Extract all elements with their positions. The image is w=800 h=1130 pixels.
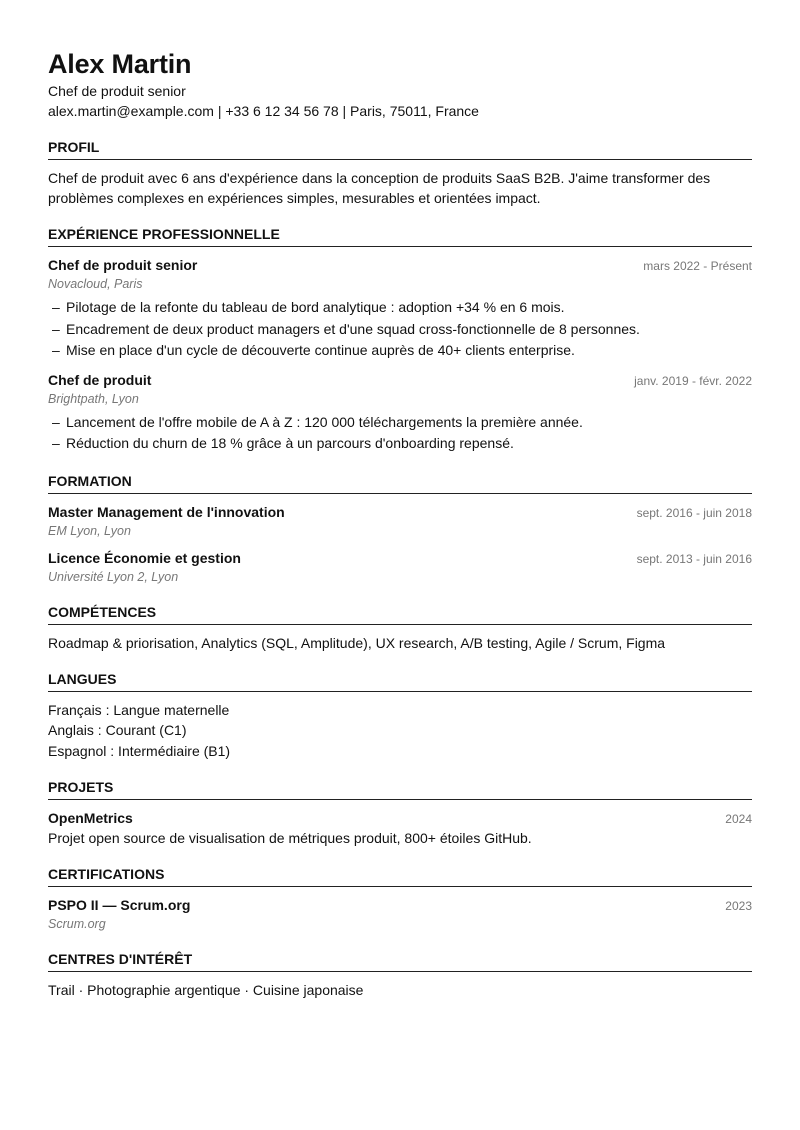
certification-date: 2023	[725, 899, 752, 913]
certification-entry	[48, 895, 752, 933]
skills-section	[48, 604, 752, 653]
project-description: Projet open source de visualisation de métriques produit, 800+ étoiles GitHub.	[48, 830, 532, 846]
section-title: LANGUES	[48, 671, 752, 692]
bullet-item: – Pilotage de la refonte du tableau de bord analytique : adoption +34 % en 6 mois.	[48, 297, 752, 319]
experience-role: Chef de produit senior	[48, 257, 198, 273]
bullet-item: – Lancement de l'offre mobile de A à Z : 120 000 téléchargements la première année.	[48, 412, 752, 434]
resume-header	[48, 48, 752, 121]
education-degree: Master Management de l'innovation	[48, 503, 285, 520]
education-date: sept. 2013 - juin 2016	[636, 551, 752, 566]
languages-list	[48, 700, 752, 762]
education-school: EM Lyon, Lyon	[48, 523, 131, 538]
section-title: PROFIL	[48, 139, 752, 160]
interests-section	[48, 951, 752, 1000]
projects-section	[48, 779, 752, 848]
project-name: OpenMetrics	[48, 810, 133, 826]
language-item: Espagnol : Intermédiaire (B1)	[48, 742, 231, 759]
experience-entry	[48, 370, 752, 455]
experience-date: mars 2022 - Présent	[643, 259, 752, 273]
section-title: CERTIFICATIONS	[48, 866, 752, 887]
education-date: sept. 2016 - juin 2018	[636, 505, 752, 520]
job-title: Chef de produit senior	[48, 83, 186, 99]
education-section	[48, 473, 752, 586]
language-item: Français : Langue maternelle	[48, 701, 230, 718]
experience-role: Chef de produit	[48, 371, 152, 388]
certifications-section	[48, 866, 752, 933]
profile-text: Chef de produit avec 6 ans d'expérience dans la conception de produits SaaS B2B. J'aime transformer des problèmes complexes en expériences simples, mesurables et orientées impact.	[48, 170, 711, 206]
person-name: Alex Martin	[48, 49, 192, 79]
experience-company: Brightpath, Lyon	[48, 391, 139, 406]
section-title: EXPÉRIENCE PROFESSIONNELLE	[48, 226, 752, 247]
education-degree: Licence Économie et gestion	[48, 549, 241, 566]
experience-company: Novacloud, Paris	[48, 277, 143, 291]
certification-issuer: Scrum.org	[48, 917, 106, 931]
experience-date: janv. 2019 - févr. 2022	[634, 373, 752, 388]
experience-bullets	[48, 412, 752, 455]
section-title: PROJETS	[48, 779, 752, 800]
language-item: Anglais : Courant (C1)	[48, 722, 187, 738]
education-school: Université Lyon 2, Lyon	[48, 569, 179, 584]
experience-bullets	[48, 297, 752, 362]
education-entry	[48, 502, 752, 540]
education-entry	[48, 548, 752, 586]
contact-info: alex.martin@example.com | +33 6 12 34 56 78 | Paris, 75011, France	[48, 103, 479, 119]
experience-entry	[48, 255, 752, 362]
section-title: FORMATION	[48, 473, 752, 494]
interests-text: Trail · Photographie argentique · Cuisine japonaise	[48, 982, 364, 998]
experience-section	[48, 226, 752, 455]
project-entry	[48, 808, 752, 848]
languages-section	[48, 671, 752, 762]
project-date: 2024	[725, 812, 752, 826]
section-title: COMPÉTENCES	[48, 604, 752, 625]
profile-section	[48, 139, 752, 208]
skills-text: Roadmap & priorisation, Analytics (SQL, Amplitude), UX research, A/B testing, Agile / Scrum, Figma	[48, 634, 666, 651]
certification-name: PSPO II — Scrum.org	[48, 897, 191, 913]
bullet-item: – Encadrement de deux product managers et d'une squad cross-fonctionnelle de 8 personnes.	[48, 319, 752, 341]
section-title: CENTRES D'INTÉRÊT	[48, 951, 752, 972]
bullet-item: – Réduction du churn de 18 % grâce à un parcours d'onboarding repensé.	[48, 433, 752, 455]
bullet-item: – Mise en place d'un cycle de découverte continue auprès de 40+ clients enterprise.	[48, 340, 752, 362]
